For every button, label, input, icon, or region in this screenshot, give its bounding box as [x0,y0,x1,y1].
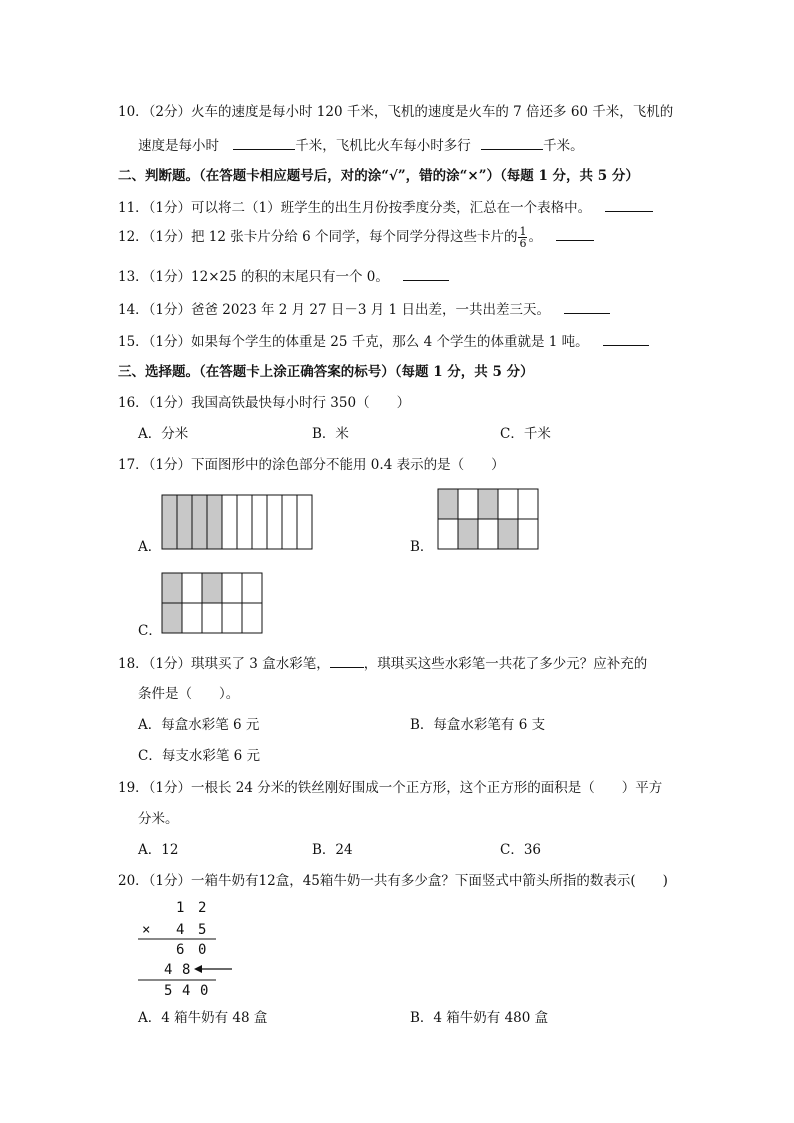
q17-text: 17．（1分）下面图形中的涂色部分不能用 0.4 表示的是（ ） [118,457,505,473]
q17-c-cell [182,573,202,603]
q19-option-c[interactable]: C．36 [500,842,542,858]
calc-r3-d2: 0 [198,942,207,958]
q17-a-cell-shaded [192,495,207,549]
q17-figure-a-grid [162,495,312,549]
q17-b-cell-shaded [458,519,478,549]
q17-figure-b [437,488,539,550]
q17-b-cell-shaded [438,489,458,519]
q17-c-cell-shaded [202,573,222,603]
q17-figure-a [161,494,313,550]
q17-c-cell [242,573,262,603]
q12-tail: 。 [528,229,542,245]
arrow-head-icon [194,965,202,973]
q17-b-cell-shaded [478,489,498,519]
q17-c-cell-shaded [162,603,182,633]
q17-figure-b-grid [438,489,538,549]
q12-frac-num: 1 [519,225,527,238]
q18-option-b[interactable]: B．每盒水彩笔有 6 支 [410,717,546,733]
calc-times-sign: × [142,922,151,938]
q15-answer-blank[interactable] [603,331,649,346]
q11-answer-blank[interactable] [605,197,653,212]
q20-option-a[interactable]: A．4 箱牛奶有 48 盒 [138,1010,268,1026]
calc-r1-d2: 2 [198,900,207,916]
section-3-heading: 三、选择题。（在答题卡上涂正确答案的标号）（每题 1 分，共 5 分） [118,364,534,380]
q10-text-c: 千米。 [543,138,584,154]
q10-text-b: 千米，飞机比火车每小时多行 [295,138,471,154]
q17-c-cell [242,603,262,633]
q12-fraction [518,226,527,249]
calc-r4-d2: 8 [182,962,191,978]
q14-answer-blank[interactable] [564,299,610,314]
q17-figure-c-grid [162,573,262,633]
q20-vertical-multiplication [136,896,246,1000]
q17-b-cell [458,489,478,519]
q13-answer-blank[interactable] [403,266,449,281]
q13 [118,266,449,287]
q17-c-cell [182,603,202,633]
q17-c-cell [222,573,242,603]
q18-text-a: 18．（1分）琪琪买了 3 盒水彩笔， [118,656,330,672]
q12-text: 12．（1分）把 12 张卡片分给 6 个同学，每个同学分得这些卡片的 [118,229,518,245]
q17-figure-c [161,572,263,634]
calc-r4-d1: 4 [164,962,173,978]
q17-a-cell [252,495,267,549]
q16-option-c[interactable]: C．千米 [500,426,551,442]
q17-b-cell [518,489,538,519]
q10-blank-1[interactable] [233,135,295,150]
q17-a-cell-shaded [207,495,222,549]
q18-text-b: ，琪琪买这些水彩笔一共花了多少元？应补充的 [363,656,648,672]
q15-text: 15．（1分）如果每个学生的体重是 25 千克，那么 4 个学生的体重就是 1 吨。 [118,334,589,350]
q10-line2 [138,135,584,156]
q17-c-cell [202,603,222,633]
q18-line1 [118,653,647,674]
q17-a-cell-shaded [177,495,192,549]
calc-r5-d2: 4 [182,983,191,999]
q17-a-cell [237,495,252,549]
q17-b-cell [478,519,498,549]
q20-option-b[interactable]: B．4 箱牛奶有 480 盒 [410,1010,549,1026]
q18-option-c[interactable]: C．每支水彩笔 6 元 [138,748,261,764]
q20-text: 20．（1分）一箱牛奶有12盒，45箱牛奶一共有多少盒？下面竖式中箭头所指的数表示( ) [118,873,668,889]
q15 [118,331,649,352]
q18-line2: 条件是（ ）。 [138,686,240,702]
q17-b-cell [498,489,518,519]
q17-b-cell-shaded [498,519,518,549]
q18-blank[interactable] [330,653,364,668]
calc-r5-d3: 0 [200,983,209,999]
q17-option-c[interactable]: C． [138,623,162,639]
q17-b-cell [518,519,538,549]
calc-r3-d1: 6 [176,942,185,958]
q19-line1: 19．（1分）一根长 24 分米的铁丝刚好围成一个正方形，这个正方形的面积是（ ）平方 [118,780,663,796]
section-2-heading: 二、判断题。（在答题卡相应题号后，对的涂“√”，错的涂“×”）（每题 1 分，共 5 分） [118,168,639,184]
q12-frac-den: 6 [519,237,527,250]
q17-a-cell-shaded [162,495,177,549]
q17-a-cell [297,495,312,549]
calc-r1-d1: 1 [176,900,185,916]
q13-text: 13．（1分）12×25 的积的末尾只有一个 0。 [118,269,389,285]
q10-blank-2[interactable] [481,135,543,150]
q18-option-a[interactable]: A．每盒水彩笔 6 元 [138,717,260,733]
q16-option-a[interactable]: A．分米 [138,426,189,442]
q19-line2: 分米。 [138,811,179,827]
q19-option-b[interactable]: B．24 [312,842,353,858]
calc-r5-d1: 5 [164,983,173,999]
calc-r2-d2: 5 [198,922,207,938]
q17-a-cell [222,495,237,549]
q16-option-b[interactable]: B．米 [312,426,349,442]
q11 [118,197,653,218]
q17-c-cell [222,603,242,633]
q10-text-a: 速度是每小时 [138,138,219,154]
q19-option-a[interactable]: A．12 [138,842,179,858]
q17-c-cell-shaded [162,573,182,603]
q12-answer-blank[interactable] [556,226,594,241]
calc-r2-d1: 4 [176,922,185,938]
q12 [118,226,594,249]
q17-a-cell [267,495,282,549]
q14 [118,299,610,320]
q10-line1: 10．（2分）火车的速度是每小时 120 千米，飞机的速度是火车的 7 倍还多 60 千米，飞机的 [118,104,674,120]
q17-option-a[interactable]: A． [138,539,162,555]
q16-text: 16．（1分）我国高铁最快每小时行 350（ ） [118,395,411,411]
q11-text: 11．（1分）可以将二（1）班学生的出生月份按季度分类，汇总在一个表格中。 [118,200,592,216]
q17-option-b[interactable]: B． [410,539,434,555]
q17-b-cell [438,519,458,549]
q17-a-cell [282,495,297,549]
q14-text: 14．（1分）爸爸 2023 年 2 月 27 日－3 月 1 日出差，一共出差三天。 [118,302,550,318]
